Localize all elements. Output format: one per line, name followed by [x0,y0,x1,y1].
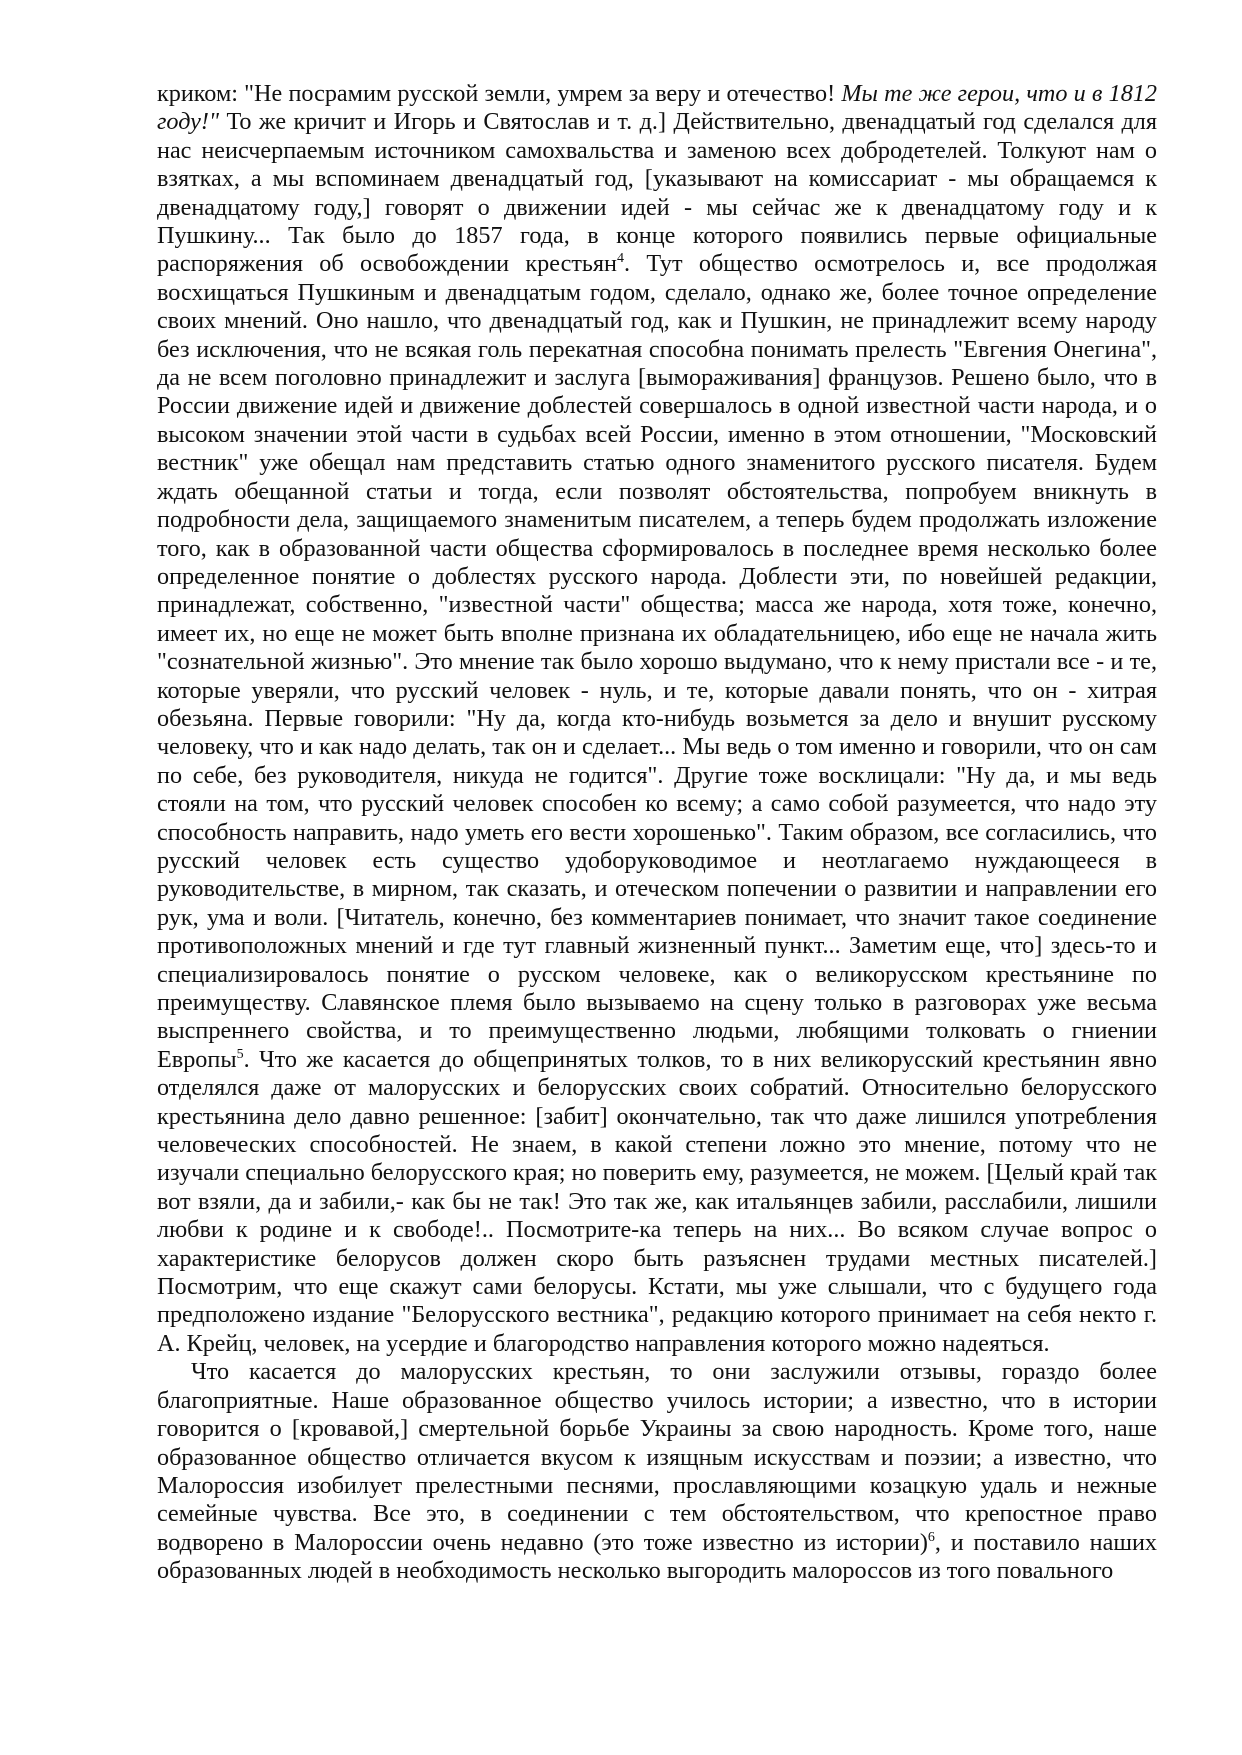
text-run: . Тут общество осмотрелось и, все продолжая восхищаться Пушкиным и двенадцатым годом, сделало, однако же, более точное определение своих мнений. Оно нашло, что двенадцатый год, как и Пушкин, не принадлежит всему народу без исключения, что не всякая голь перекатная способна понимать прелесть "Евгения Онегина", да не всем поголовно принадлежит и заслуга [вымораживания] французов. Решено было, что в России движение идей и движение доблестей совершалось в одной известной части народа, и о высоком значении этой части в судьбах всей России, именно в этом отношении, "Московский вестник" уже обещал нам представить статью одного знаменитого русского писателя. Будем ждать обещанной статьи и тогда, если позволят обстоятельства, попробуем вникнуть в подробности дела, защищаемого знаменитым писателем, а теперь будем продолжать изложение того, как в образованной части общества сформировалось в последнее время несколько более определенное понятие о доблестях русского народа. Доблести эти, по новейшей редакции, принадлежат, собственно, "известной части" общества; масса же народа, хотя тоже, конечно, имеет их, но еще не может быть вполне признана их обладательницею, ибо еще не начала жить "сознательной жизнью". Это мнение так было хорошо выдумано, что к нему пристали все - и те, которые уверяли, что русский человек - нуль, и те, которые давали понять, что он - хитрая обезьяна. Первые говорили: "Ну да, когда кто-нибудь возьмется за дело и внушит русскому человеку, что и как надо делать, так он и сделает... Мы ведь о том именно и говорили, что он сам по себе, без руководителя, никуда не годится". Другие тоже восклицали: "Ну да, и мы ведь стояли на том, что русский человек способен ко всему; а само собой разумеется, что надо эту способность направить, надо уметь его вести хорошенько". Таким образом, все согласились, что русский человек есть существо удоборуководимое и неотлагаемо нуждающееся в руководительстве, в мирном, так сказать, и отеческом попечении о развитии и направлении его рук, ума и воли. [Читатель, конечно, без комментариев понимает, что значит такое соединение противоположных мнений и где тут главный жизненный пункт... Заметим еще, что] здесь-то и специализировалось понятие о русском человеке, как о великорусском крестьянине по преимуществу. Славянское племя было вызываемо на сцену только в разговорах уже весьма выспреннего свойства, и то преимущественно людьми, любящими толковать о гниении Европы [157,250,1157,1073]
text-run: , и поставило наших образованных людей в необходимость несколько выгородить малороссов из того повального [157,1528,1157,1585]
footnote-ref: 6 [927,1529,935,1545]
paragraph-2 [157,1358,1157,1585]
text-run: . Что же касается до общепринятых толков, то в них великорусский крестьянин явно отделялся даже от малорусских и белорусских своих собратий. Относительно белорусского крестьянина дело давно решенное: [забит] окончательно, так что даже лишился употребления человеческих способностей. Не знаем, в какой степени ложно это мнение, потому что не изучали специально белорусского края; но поверить ему, разумеется, не можем. [Целый край так вот взяли, да и забили,- как бы не так! Это так же, как итальянцев забили, расслабили, лишили любви к родине и к свободе!.. Посмотрите-ка теперь на них... Во всяком случае вопрос о характеристике белорусов должен скоро быть разъяснен трудами местных писателей.] Посмотрим, что еще скажут сами белорусы. Кстати, мы уже слышали, что с будущего года предположено издание "Белорусского вестника", редакцию которого принимает на себя некто г. А. Крейц, человек, на усердие и благородство направления которого можно надеяться. [157,1045,1157,1357]
text-run: Что касается до малорусских крестьян, то они заслужили отзывы, гораздо более благоприятные. Наше образованное общество училось истории; а известно, что в истории говорится о [кровавой,] смертельной борьбе Украины за свою народность. Кроме того, наше образованное общество отличается вкусом к изящным искусствам и поэзии; а известно, что Малороссия изобилует прелестными песнями, прославляющими козацкую удаль и нежные семейные чувства. Все это, в соединении с тем обстоятельством, что крепостное право водворено в Малороссии очень недавно (это тоже известно из истории) [157,1358,1157,1556]
italic-quote: Мы те же герои, что и в 1812 году!" [157,80,1158,136]
footnote-ref: 5 [236,1046,244,1062]
text-run: То же кричит и Игорь и Святослав и т. д.] Действительно, двенадцатый год сделался для нас неисчерпаемым источником самохвальства и заменою всех добродетелей. Толкуют нам о взятках, а мы вспоминаем двенадцатый год, [указывают на комиссариат - мы обращаемся к двенадцатому году,] говорят о движении идей - мы сейчас же к двенадцатому году и к Пушкину... Так было до 1857 года, в конце которого появились первые официальные распоряжения об освобождении крестьян [157,108,1157,278]
paragraph-1 [157,80,1157,1358]
text-run: криком: "Не посрамим русской земли, умрем за веру и отечество! [157,80,842,107]
footnote-ref: 4 [617,251,624,267]
document-page [157,80,1157,1586]
